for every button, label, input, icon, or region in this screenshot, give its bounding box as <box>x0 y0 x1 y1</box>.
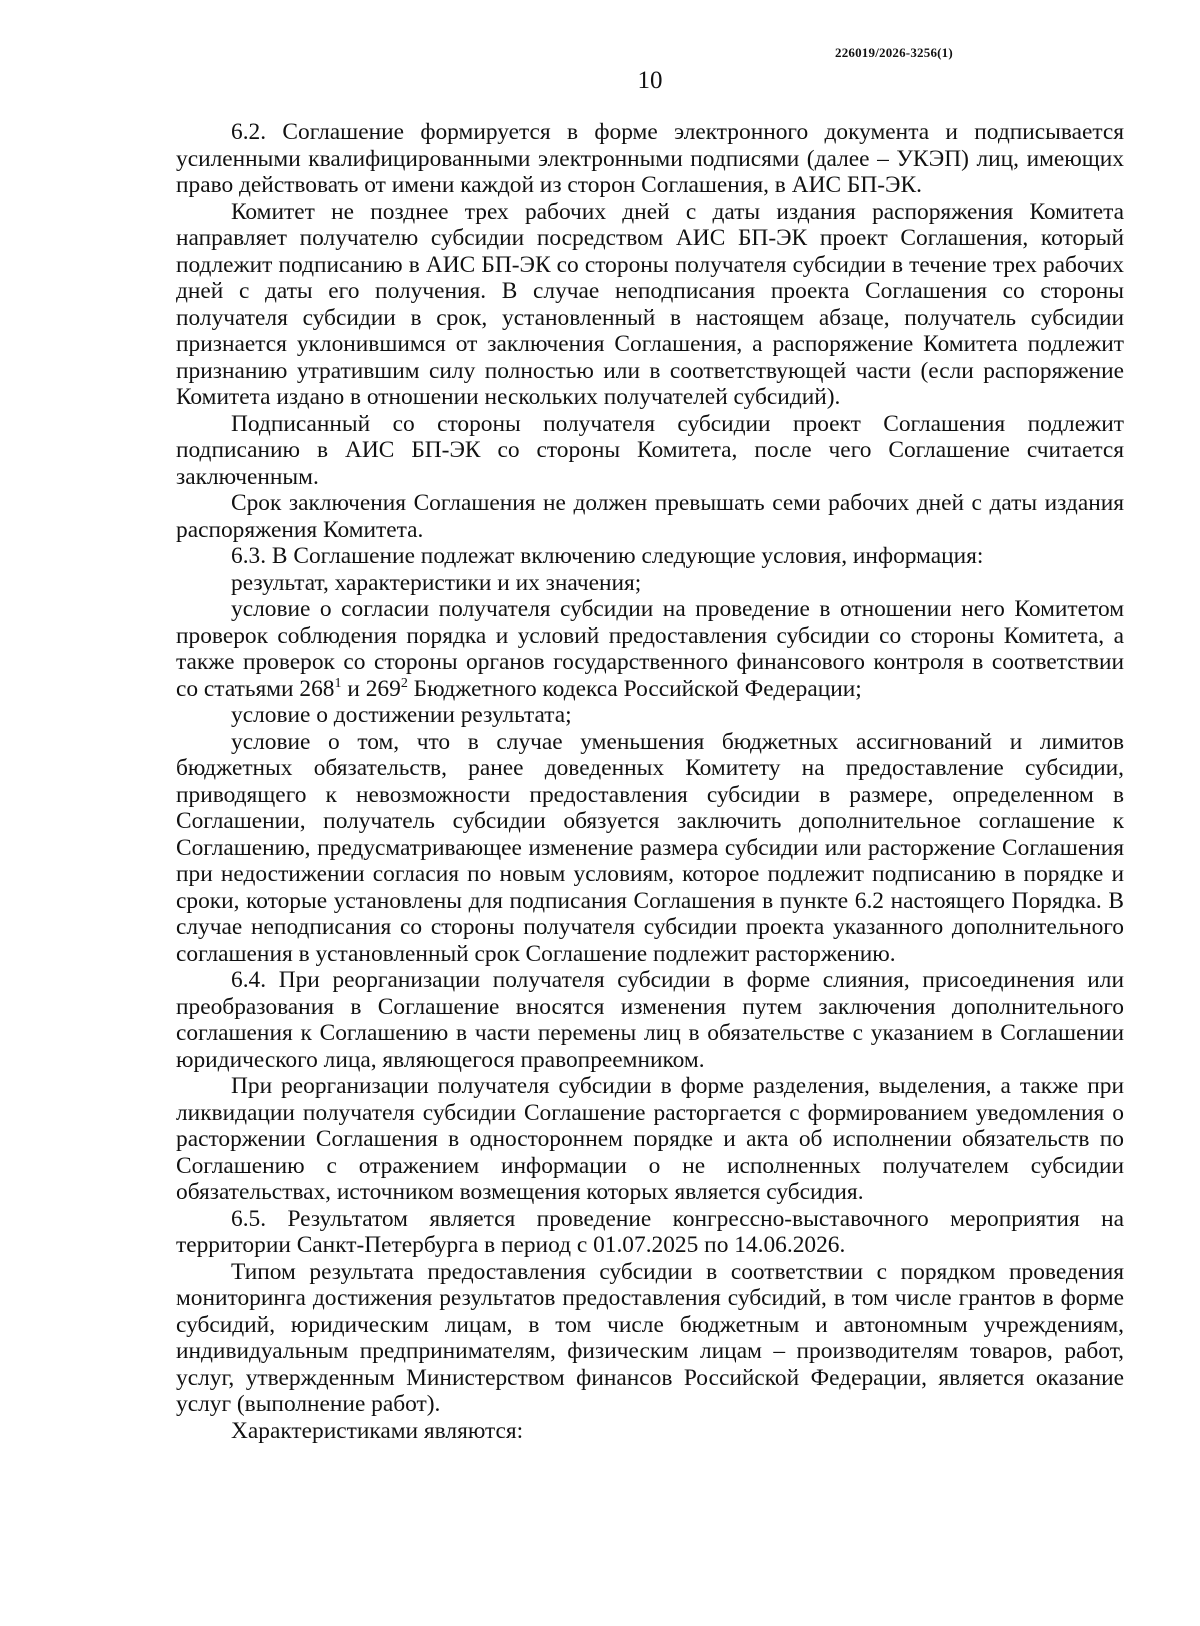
document-body <box>176 119 1124 1444</box>
page-number: 10 <box>637 67 663 94</box>
paragraph-text: условие о согласии получателя субсидии на проведение в отношении него Комитетом проверок соблюдения порядка и условий предоставления субсидии со стороны Комитета, а также проверок со стороны органов государственного финансового контроля в соответствии со статьями 268 <box>176 596 1124 702</box>
paragraph: Срок заключения Соглашения не должен превышать семи рабочих дней с даты издания распоряжения Комитета. <box>176 490 1124 543</box>
paragraph: Комитет не позднее трех рабочих дней с даты издания распоряжения Комитета направляет получателю субсидии посредством АИС БП-ЭК проект Соглашения, который подлежит подписанию в АИС БП-ЭК со стороны получателя субсидии в течение трех рабочих дней с даты его получения. В случае неподписания проекта Соглашения со стороны получателя субсидии в срок, установленный в настоящем абзаце, получатель субсидии признается уклонившимся от заключения Соглашения, а распоряжение Комитета подлежит признанию утратившим силу полностью или в соответствующей части (если распоряжение Комитета издано в отношении нескольких получателей субсидий). <box>176 198 1124 410</box>
paragraph: условие о достижении результата; <box>231 702 572 728</box>
paragraph-6-5: 6.5. Результатом является проведение конгрессно-выставочного мероприятия на территории Санкт-Петербурга в период с 01.07.2025 по 14.06.2026. <box>176 1205 1124 1258</box>
paragraph-text: и 269 <box>341 675 401 702</box>
paragraph: Подписанный со стороны получателя субсидии проект Соглашения подлежит подписанию в АИС БП-ЭК со стороны Комитета, после чего Соглашение считается заключенным. <box>176 410 1124 490</box>
superscript: 2 <box>400 675 408 691</box>
paragraph: условие о том, что в случае уменьшения бюджетных ассигнований и лимитов бюджетных обязательств, ранее доведенных Комитету на предоставление субсидии, приводящего к невозможности предоставления субсидии в размере, определенном в Соглашении, получатель субсидии обязуется заключить дополнительное соглашение к Соглашению, предусматривающее изменение размера субсидии или расторжение Соглашения при недостижении согласия по новым условиям, которое подлежит подписанию в порядке и сроки, которые установлены для подписания Соглашения в пункте 6.2 настоящего Порядка. В случае неподписания со стороны получателя субсидии проекта указанного дополнительного соглашения в установленный срок Соглашение подлежит расторжению. <box>176 728 1124 967</box>
paragraph-6-2: 6.2. Соглашение формируется в форме электронного документа и подписывается усиленными квалифицированными электронными подписями (далее – УКЭП) лиц, имеющих право действовать от имени каждой из сторон Соглашения, в АИС БП-ЭК. <box>176 119 1124 198</box>
paragraph-text: Бюджетного кодекса Российской Федерации; <box>407 675 862 702</box>
document-number: 226019/2026-3256(1) <box>835 45 953 60</box>
superscript: 1 <box>334 675 342 691</box>
paragraph: При реорганизации получателя субсидии в форме разделения, выделения, а также при ликвидации получателя субсидии Соглашение расторгается с формированием уведомления о расторжении Соглашения в одностороннем порядке и акта об исполнении обязательств по Соглашению с отражением информации о не исполненных получателем субсидии обязательствах, источником возмещения которых является субсидия. <box>176 1073 1124 1205</box>
paragraph-6-3: 6.3. В Соглашение подлежат включению следующие условия, информация: <box>231 543 984 569</box>
paragraph-6-4: 6.4. При реорганизации получателя субсидии в форме слияния, присоединения или преобразования в Соглашение вносятся изменения путем заключения дополнительного соглашения к Соглашению в части перемены лиц в обязательстве с указанием в Соглашении юридического лица, являющегося правопреемником. <box>176 967 1124 1073</box>
paragraph: Характеристиками являются: <box>231 1417 524 1444</box>
paragraph: Типом результата предоставления субсидии в соответствии с порядком проведения мониторинга достижения результатов предоставления субсидий, в том числе грантов в форме субсидий, юридическим лицам, в том числе бюджетным и автономным учреждениям, индивидуальным предпринимателям, физическим лицам – производителям товаров, работ, услуг, утвержденным Министерством финансов Российской Федерации, является оказание услуг (выполнение работ). <box>176 1258 1124 1417</box>
paragraph-with-superscripts <box>176 596 1124 702</box>
paragraph: результат, характеристики и их значения; <box>231 569 642 596</box>
